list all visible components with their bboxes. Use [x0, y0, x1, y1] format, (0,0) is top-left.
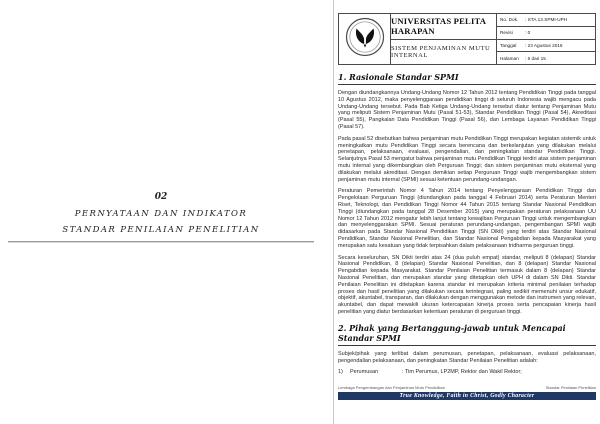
list-item-number: 1): [338, 369, 343, 376]
header-title-cell: [391, 14, 497, 64]
section-title-rule: [8, 241, 314, 243]
motto-text: True Knowledge, Faith in Christ, Godly Character: [399, 392, 535, 399]
meta-row-no-dok: [497, 14, 595, 27]
document-header-table: [338, 13, 596, 65]
meta-value: : 0: [525, 30, 531, 36]
section-2-paragraph: Subjek/pihak yang terlibat dalam perumusan, penetapan, pelaksanaan, evaluasi pelaksanaan, pengendalian pelaksanaan, dan peningkatan Standar Penilaian Penelitian adalah:: [338, 350, 596, 364]
document-body: [338, 72, 596, 376]
section-1-heading: 1. Rasionale Standar SPMI: [338, 72, 596, 85]
meta-value: : 6 dari 15: [525, 55, 546, 61]
section-divider-title: [8, 192, 314, 243]
header-meta-cell: [497, 14, 595, 64]
section-number: 02: [154, 192, 168, 202]
numbered-list-item: [338, 369, 596, 376]
meta-label: Tanggal: [500, 42, 517, 48]
meta-value: : 23 Agustus 2016: [525, 42, 563, 48]
section-1-paragraph: Dengan diundangkannya Undang-Undang Nomor 12 Tahun 2012 tentang Pendidikan Tinggi pada tanggal 10 Agustus 2012, maka penyelenggaraan pendidikan tinggi di seluruh Indonesia wajib mengacu pada Undang-Undang tersebut. Pada Bab Ketiga Undang-Undang tersebut diatur tentang Penjaminan Mutu yang meliputi Sistem Penjaminan Mutu (Pasal 51-53), Standar Pendidikan Tinggi (Pasal 54), Akreditasi (Pasal 55), Pangkalan Data Pendidikan Tinggi (Pasal 56), dan Lembaga Layanan Pendidikan Tinggi (Pasal 57).: [338, 90, 596, 130]
page-footer: [338, 385, 596, 400]
system-name: SISTEM PENJAMINAN MUTU INTERNAL: [391, 44, 491, 59]
section-title-line-2: STANDAR PENILAIAN PENELITIAN: [62, 225, 260, 235]
uph-eagle-seal-icon: [345, 17, 385, 62]
university-name: UNIVERSITAS PELITA HARAPAN: [391, 14, 496, 40]
page-fold-divider: [333, 0, 334, 424]
meta-label: No. Dok.: [500, 17, 519, 23]
list-item-value: : Tim Perumus, LP2MP, Rektor dan Wakil Rektor;: [402, 369, 522, 376]
meta-value: : STA.13.SPMI-UPH: [525, 17, 568, 23]
meta-label: Revisi: [500, 30, 513, 36]
section-1-paragraph: Secara keseluruhan, SN Dikti terdiri atas 24 (dua puluh empat) standar, meliputi 8 (delapan) Standar Nasional Pendidikan, 8 (delapan) Standar Nasional Penelitian, dan 8 (delapan) Standar Nasional Pengabdian kepada Masyarakat. Standar Penilaian Penelitian termasuk dalam 8 (delapan) Standar Nasional Penelitian, dan merupakan standar yang ditetapkan oleh UPH di dalam SN Dikti. Standar Penilaian Penelitian ini ditetapkan karena standar ini merupakan kriteria minimal penilaian terhadap proses dan hasil penelitian yang dilakukan secara terintegrasi, paling sedikit memenuhi unsur edukatif, objektif, akuntabel, transparan, dan dilakukan dengan menggunakan metode dan instrumen yang relevan, akuntabel, dan dapat mewakili ukuran ketercapaian kinerja proses serta pencapaian kinerja hasil penelitian yang diatur berdasarkan ketentuan peraturan di perguruan tinggi.: [338, 254, 596, 315]
logo-cell: [339, 14, 391, 64]
list-item-role: Perumusan: [350, 369, 379, 376]
right-page: [338, 0, 596, 424]
footer-right-text: Standar Penilaian Penelitian: [545, 385, 596, 390]
meta-label: Halaman: [500, 55, 519, 61]
section-1-paragraph: Peraturan Pemerintah Nomor 4 Tahun 2014 tentang Penyelenggaraan Pendidikan Tinggi dan Pengelolaan Perguruan Tinggi (diundangkan pada tanggal 4 Februari 2014) serta Peraturan Menteri Riset, Teknologi, dan Pendidikan Tinggi Nomor 44 Tahun 2015 tentang Standar Nasional Pendidikan Tinggi (diundangkan pada tanggal 28 Desember 2015) yang merupakan peraturan pelaksanaan UU Nomor 12 Tahun 2012 mengatur lebih lanjut tentang kewajiban Perguruan Tinggi untuk mengembangkan dan menyelenggarakan SPMI. Sesuai peraturan perundang-undangan, pengembangan SPMI wajib didasarkan pada Standar Nasional Pendidikan Tinggi (SN Dikti) yang terdiri atas Standar Nasional Pendidikan, Standar Nasional Penelitian, dan Standar Nasional Pengabdian kepada Masyarakat yang merupakan satu kesatuan yang tidak terpisahkan dalam pelaksanaan tridharma perguruan tinggi.: [338, 188, 596, 249]
section-1-paragraph: Pada pasal 52 disebutkan bahwa penjaminan mutu Pendidikan Tinggi merupakan kegiatan sistemik untuk meningkatkan mutu Pendidikan Tinggi secara berencana dan berkelanjutan yang dilakukan melalui penetapan, pelaksanaan, evaluasi, pengendalian, dan peningkatan standar Pendidikan Tinggi. Selanjutnya Pasal 53 mengatur bahwa penjaminan mutu Pendidikan Tinggi terdiri atas sistem penjaminan mutu internal yang dikembangkan oleh Perguruan Tinggi; dan sistem penjaminan mutu eksternal yang dilakukan melalui akreditasi. Dengan demikian setiap Perguruan Tinggi wajib mengembangkan sistem penjaminan mutu internal (SPMI) sesuai ketentuan perundang-undangan.: [338, 135, 596, 183]
section-title-line-1: PERNYATAAN DAN INDIKATOR: [74, 209, 248, 219]
meta-row-tanggal: [497, 40, 595, 53]
footer-meta-row: [338, 385, 596, 390]
section-2-heading: 2. Pihak yang Bertanggung-jawab untuk Mencapai Standar SPMI: [338, 323, 596, 346]
footer-left-text: Lembaga Pengembangan dan Penjaminan Mutu Pendidikan: [338, 385, 445, 390]
motto-bar: [338, 392, 596, 400]
meta-row-revisi: [497, 27, 595, 40]
meta-row-halaman: [497, 52, 595, 64]
